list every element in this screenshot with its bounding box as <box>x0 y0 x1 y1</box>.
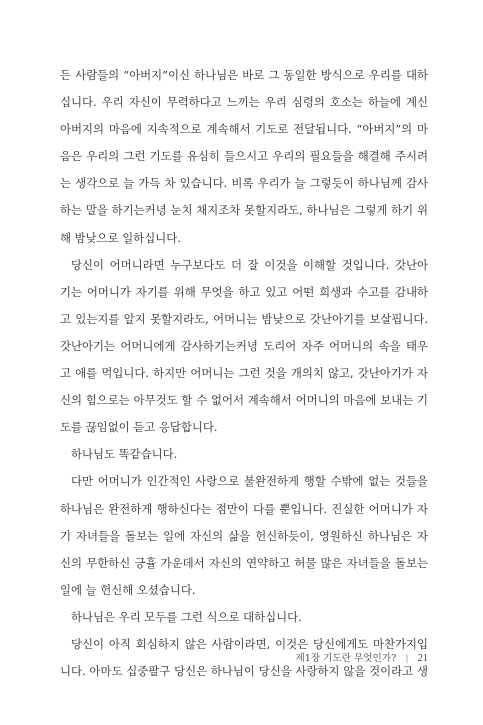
text-line: 하나님은 우리 모두를 그런 식으로 대하십니다. <box>71 609 302 624</box>
text-line: 십니다. 우리 자신이 무력하다고 느끼는 우리 심령의 호소는 하늘에 계신 <box>60 95 428 110</box>
text-line: 갓난아기는 어머니에게 감사하기는커녕 도리어 자주 어머니의 속을 태우 <box>60 338 428 353</box>
text-line: 당신이 아직 회심하지 않은 사람이라면, 이것은 당신에게도 마찬가지입 <box>71 636 428 651</box>
running-footer-chapter: 제1장 기도란 무엇인가? <box>295 653 397 664</box>
text-line: 도를 끊임없이 듣고 응답합니다. <box>60 420 218 435</box>
page-footer <box>60 650 428 664</box>
text-line: 다만 어머니가 인간적인 사랑으로 불완전하게 행할 수밖에 없는 것들을 <box>71 474 428 489</box>
text-line: 해 밤낮으로 일하십니다. <box>60 230 181 245</box>
text-line: 아버지의 마음에 지속적으로 계속해서 기도로 전달됩니다. “아버지”의 마 <box>60 122 428 137</box>
text-line: 니다. 아마도 십중팔구 당신은 하나님이 당신을 사랑하지 않을 것이라고 생 <box>60 664 428 679</box>
text-line: 기 자녀들을 돌보는 일에 자신의 삶을 헌신하듯이, 영원하신 하나님은 자 <box>60 528 428 543</box>
text-line: 신의 무한하신 긍휼 가운데서 자신의 연약하고 허물 많은 자녀들을 돌보는 <box>60 555 428 570</box>
footer-separator: | <box>405 653 409 664</box>
text-line: 하는 말을 하기는커녕 눈치 채지조차 못할지라도, 하나님은 그렇게 하기 위 <box>60 203 428 218</box>
text-line: 일에 늘 헌신해 오셨습니다. <box>60 582 196 597</box>
text-line: 기는 어머니가 자기를 위해 무엇을 하고 있고 어떤 희생과 수고를 감내하 <box>60 284 428 299</box>
text-line: 는 생각으로 늘 가득 차 있습니다. 비록 우리가 늘 그렇듯이 하나님께 감사 <box>60 176 428 191</box>
text-line: 신의 힘으로는 아무것도 할 수 없어서 계속해서 어머니의 마음에 보내는 기 <box>60 393 428 408</box>
text-line: 하나님도 똑같습니다. <box>71 447 178 462</box>
text-line: 고 있는지를 알지 못할지라도, 어머니는 밤낮으로 갓난아기를 보살핍니다. <box>60 311 428 326</box>
page-number: 21 <box>417 653 428 664</box>
text-line: 당신이 어머니라면 누구보다도 더 잘 이것을 이해할 것입니다. 갓난아 <box>71 257 428 272</box>
text-line: 하나님은 완전하게 행하신다는 점만이 다를 뿐입니다. 진실한 어머니가 자 <box>60 501 428 516</box>
text-line: 고 애를 먹입니다. 하지만 어머니는 그런 것을 개의치 않고, 갓난아기가 자 <box>60 366 428 381</box>
text-line: 든 사람들의 “아버지”이신 하나님은 바로 그 동일한 방식으로 우리를 대하 <box>60 68 428 82</box>
text-line: 음은 우리의 그런 기도를 유심히 들으시고 우리의 필요들을 해결해 주시려 <box>60 149 428 164</box>
body-text <box>60 62 428 685</box>
